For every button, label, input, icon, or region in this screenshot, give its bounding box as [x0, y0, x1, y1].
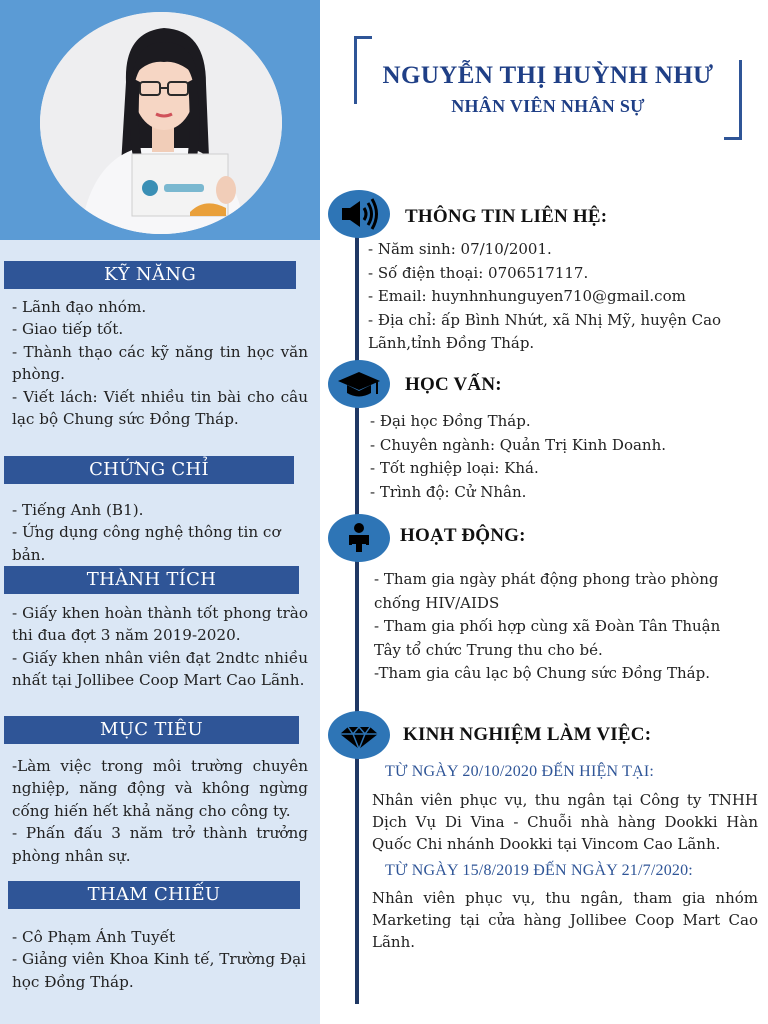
skill-item: - Lãnh đạo nhóm. — [12, 298, 147, 316]
education-item: - Tốt nghiệp loại: Khá. — [370, 459, 539, 477]
skill-item: - Viết lách: Viết nhiều tin bài cho câu lạc bộ Chung sức Đồng Tháp. — [12, 387, 308, 429]
achievements-heading: THÀNH TÍCH — [4, 566, 299, 594]
activity-item: - Tham gia ngày phát động phong trào phòng chống HIV/AIDS — [374, 570, 719, 612]
job-description: Nhân viên phục vụ, thu ngân tại Công ty TNHH Dịch Vụ Di Vina - Chuỗi nhà hàng Dookki Hàn Quốc Chi nhánh Dookki tại Vincom Cao Lãnh. — [372, 791, 758, 853]
education-heading: HỌC VẤN: — [405, 374, 502, 395]
activities-icon-circle — [328, 514, 390, 562]
timeline-line — [355, 214, 359, 1004]
name-header — [354, 36, 742, 140]
certificate-item: - Ứng dụng công nghệ thông tin cơ bản. — [12, 523, 281, 564]
achievement-item: - Giấy khen hoàn thành tốt phong trào thi đua đợt 3 năm 2019-2020. — [12, 604, 308, 645]
goal-item: -Làm việc trong môi trường chuyên nghiệp, năng động và không ngừng cống hiến hết khả năng cho công ty. — [12, 757, 308, 820]
education-list — [370, 410, 748, 504]
graduation-cap-icon — [328, 360, 390, 408]
goals-heading: MỤC TIÊU — [4, 716, 299, 744]
reference-item: - Giảng viên Khoa Kinh tế, Trường Đại học Đồng Tháp. — [12, 950, 307, 991]
achievements-list — [12, 602, 308, 692]
sidebar — [0, 0, 320, 1024]
education-icon-circle — [328, 360, 390, 408]
reference-item: - Cô Phạm Ánh Tuyết — [12, 928, 176, 946]
certificates-heading: CHỨNG CHỈ — [4, 456, 294, 484]
goals-list — [12, 755, 308, 867]
contact-item: - Số điện thoại: 0706517117. — [368, 263, 589, 282]
certificate-item: - Tiếng Anh (B1). — [12, 501, 144, 519]
contact-item: - Năm sinh: 07/10/2001. — [368, 240, 552, 258]
achievement-item: - Giấy khen nhân viên đạt 2ndtc nhiều nhất tại Jollibee Coop Mart Cao Lãnh. — [12, 648, 308, 690]
skill-item: - Thành thạo các kỹ năng tin học văn phòng. — [12, 342, 308, 384]
skills-list — [12, 296, 308, 430]
references-heading: THAM CHIẾU — [8, 881, 300, 909]
skill-item: - Giao tiếp tốt. — [12, 320, 124, 339]
contact-list — [368, 238, 746, 356]
certificates-list — [12, 499, 308, 566]
activities-heading: HOẠT ĐỘNG: — [400, 525, 526, 546]
activity-item: -Tham gia câu lạc bộ Chung sức Đồng Tháp. — [374, 664, 710, 682]
profile-photo — [40, 12, 282, 234]
activities-list — [374, 568, 750, 686]
job-description: Nhân viên phục vụ, thu ngân, tham gia nhóm Marketing tại cửa hàng Jollibee Coop Mart Cao Lãnh. — [372, 889, 758, 951]
goal-item: - Phấn đấu 3 năm trở thành trưởng phòng nhân sự. — [12, 824, 308, 865]
education-item: - Đại học Đồng Tháp. — [370, 412, 531, 430]
job-date: TỪ NGÀY 20/10/2020 ĐẾN HIỆN TẠI: — [385, 763, 655, 780]
references-list — [12, 926, 308, 993]
contact-item: - Địa chỉ: ấp Bình Nhứt, xã Nhị Mỹ, huyện Cao Lãnh,tỉnh Đồng Tháp. — [368, 310, 722, 352]
contact-heading: THÔNG TIN LIÊN HỆ: — [405, 206, 608, 227]
experience-icon-circle — [328, 711, 390, 759]
education-item: - Chuyên ngành: Quản Trị Kinh Doanh. — [370, 435, 667, 454]
contact-icon-circle — [328, 190, 390, 238]
education-item: - Trình độ: Cử Nhân. — [370, 482, 527, 501]
portrait-illustration — [40, 12, 282, 234]
experience-heading: KINH NGHIỆM LÀM VIỆC: — [403, 724, 652, 745]
diamond-icon — [328, 711, 390, 759]
megaphone-icon — [328, 190, 390, 238]
contact-item: - Email: huynhnhunguyen710@gmail.com — [368, 287, 686, 305]
candidate-role: NHÂN VIÊN NHÂN SỰ — [451, 96, 645, 116]
job-date: TỪ NGÀY 15/8/2019 ĐẾN NGÀY 21/7/2020: — [385, 862, 693, 879]
skills-heading: KỸ NĂNG — [4, 261, 296, 289]
candidate-name: NGUYỄN THỊ HUỲNH NHƯ — [382, 62, 714, 89]
person-icon — [328, 514, 390, 562]
activity-item: - Tham gia phối hợp cùng xã Đoàn Tân Thuận Tây tổ chức Trung thu cho bé. — [374, 617, 721, 659]
